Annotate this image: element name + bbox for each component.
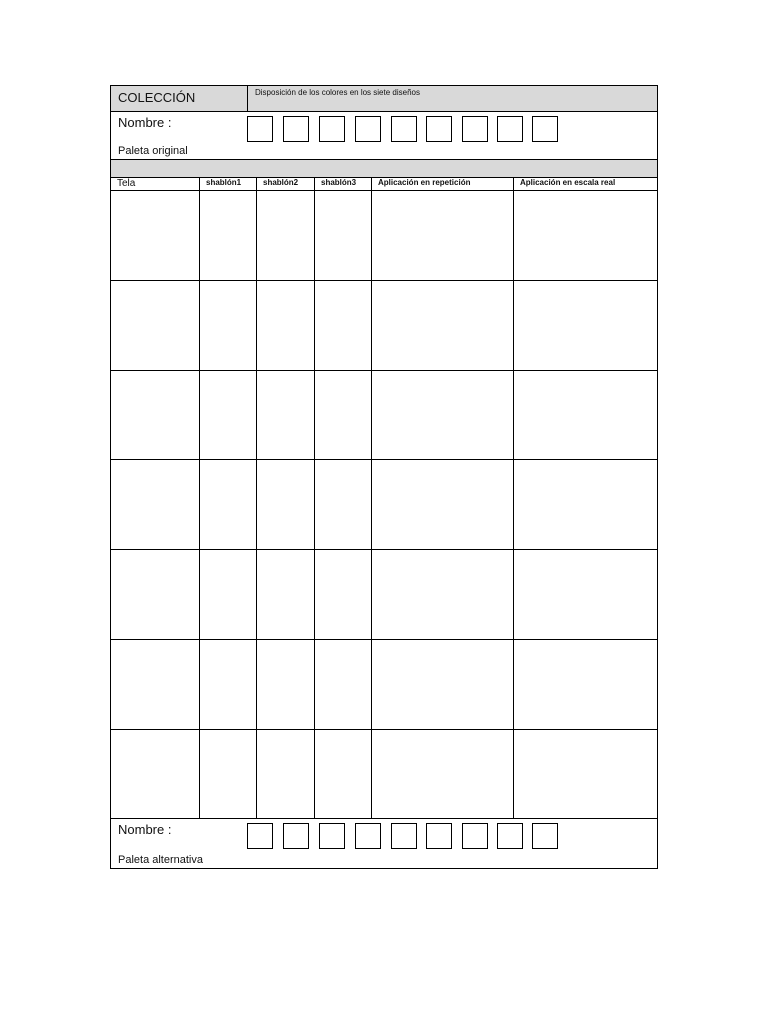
collection-description: Disposición de los colores en los siete diseños <box>255 88 420 97</box>
column-divider <box>256 178 257 819</box>
col-header-repeticion: Aplicación en repetición <box>378 178 471 187</box>
color-swatch-box[interactable] <box>426 116 452 142</box>
form-header <box>111 86 657 112</box>
row-divider <box>111 549 657 550</box>
color-swatch-box[interactable] <box>391 116 417 142</box>
shaded-band <box>111 160 657 178</box>
column-divider <box>199 178 200 819</box>
name-label: Nombre : <box>118 822 172 837</box>
palette-label: Paleta original <box>118 145 188 157</box>
row-divider <box>111 459 657 460</box>
alternative-palette-block <box>111 819 657 868</box>
color-swatch-box[interactable] <box>426 823 452 849</box>
color-swatch-box[interactable] <box>532 823 558 849</box>
color-swatch-box[interactable] <box>247 823 273 849</box>
color-swatch-box[interactable] <box>391 823 417 849</box>
col-header-tela: Tela <box>117 178 136 189</box>
original-palette-block <box>111 112 657 160</box>
color-swatch-box[interactable] <box>319 116 345 142</box>
color-swatch-box[interactable] <box>319 823 345 849</box>
color-swatch-box[interactable] <box>497 116 523 142</box>
color-swatch-box[interactable] <box>462 116 488 142</box>
row-divider <box>111 370 657 371</box>
row-divider <box>111 729 657 730</box>
col-header-escala-real: Aplicación en escala real <box>520 178 616 187</box>
header-divider <box>247 86 248 111</box>
column-divider <box>314 178 315 819</box>
color-swatch-box[interactable] <box>462 823 488 849</box>
collection-title: COLECCIÓN <box>118 90 196 105</box>
color-swatch-box[interactable] <box>355 116 381 142</box>
collection-form <box>110 85 658 869</box>
color-swatch-box[interactable] <box>355 823 381 849</box>
color-swatch-box[interactable] <box>283 823 309 849</box>
col-header-shablon3: shablón3 <box>321 178 357 187</box>
color-swatch-box[interactable] <box>497 823 523 849</box>
column-headers <box>111 178 657 191</box>
column-divider <box>371 178 372 819</box>
color-swatch-box[interactable] <box>283 116 309 142</box>
palette-label: Paleta alternativa <box>118 854 203 866</box>
color-swatch-box[interactable] <box>532 116 558 142</box>
row-divider <box>111 639 657 640</box>
col-header-shablon2: shablón2 <box>263 178 299 187</box>
col-header-shablon1: shablón1 <box>206 178 242 187</box>
column-divider <box>513 178 514 819</box>
row-divider <box>111 280 657 281</box>
name-label: Nombre : <box>118 115 172 130</box>
color-swatch-box[interactable] <box>247 116 273 142</box>
